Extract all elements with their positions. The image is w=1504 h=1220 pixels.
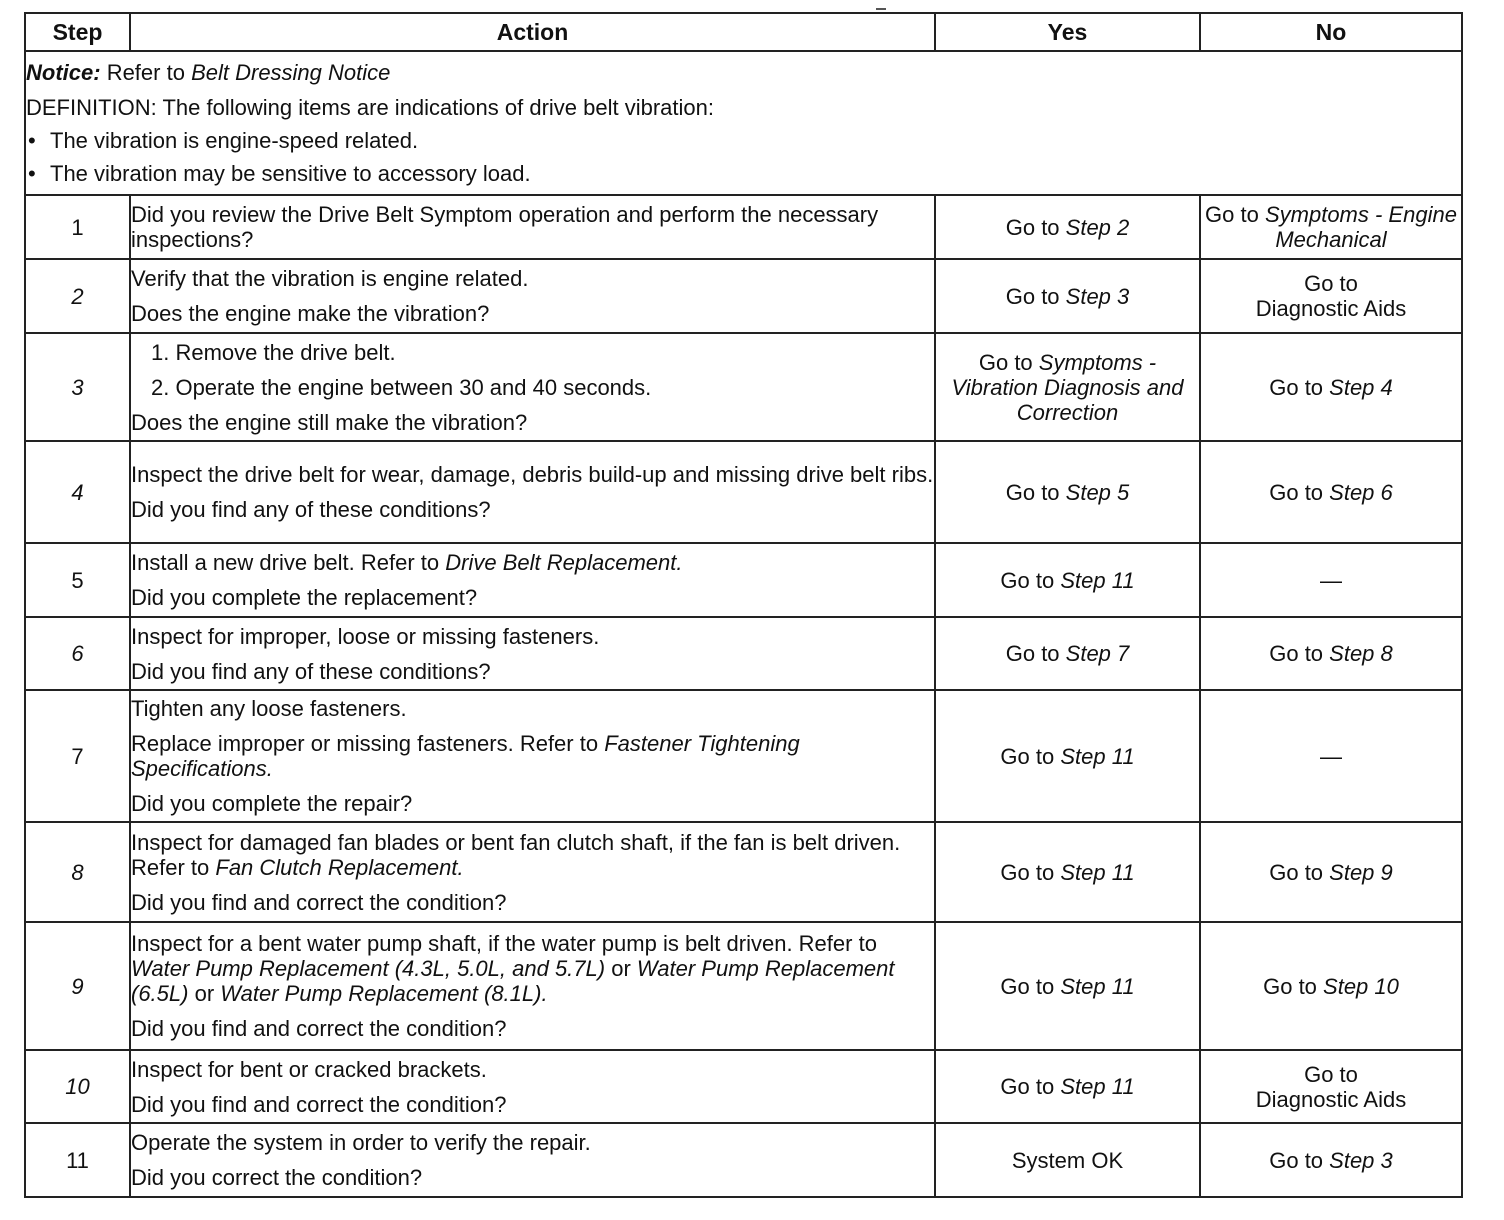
yes-prefix: Go to: [1000, 567, 1061, 593]
action-text-lead: Inspect for damaged fan blades or bent fan clutch shaft, if the fan is belt driven. Refer to: [131, 829, 901, 880]
action-text: Inspect the drive belt for wear, damage, debris build-up and missing drive belt ribs.: [131, 462, 934, 487]
step-number: 10: [25, 1050, 130, 1123]
action-text: Inspect for bent or cracked brackets.: [131, 1056, 487, 1082]
yes-result: System OK: [1011, 1147, 1124, 1173]
no-cell: [1200, 1123, 1462, 1197]
action-cell: [130, 690, 935, 822]
no-link[interactable]: Step 8: [1329, 641, 1393, 666]
step-number: 5: [25, 543, 130, 617]
step-row-4: [25, 441, 1462, 543]
yes-prefix: Go to: [1000, 973, 1061, 999]
notice-line: [26, 60, 1461, 85]
step-number: 4: [25, 441, 130, 543]
procedure-step: 2. Operate the engine between 30 and 40 seconds.: [151, 374, 652, 400]
yes-cell: [935, 333, 1200, 441]
action-question: Did you complete the replacement?: [131, 585, 478, 610]
action-question: Did you complete the repair?: [131, 791, 413, 816]
no-dash: —: [1320, 567, 1342, 593]
action-link[interactable]: Water Pump Replacement (6.5L): [131, 956, 895, 1006]
step-row-10: [25, 1050, 1462, 1123]
no-prefix: Go to: [1269, 859, 1330, 885]
no-link[interactable]: Step 4: [1329, 374, 1393, 400]
yes-link[interactable]: Symptoms - Vibration Diagnosis and Correction: [951, 349, 1184, 425]
no-cell: [1200, 922, 1462, 1050]
action-cell: [130, 259, 935, 333]
action-text-lead: Inspect for a bent water pump shaft, if the water pump is belt driven. Refer to: [131, 931, 877, 956]
yes-link[interactable]: Step 11: [1060, 743, 1135, 769]
procedure-step: 1. Remove the drive belt.: [151, 339, 396, 365]
action-question: Did you find any of these conditions?: [131, 497, 491, 522]
step-number: 11: [25, 1123, 130, 1197]
action-text: [131, 550, 934, 575]
step-row-5: [25, 543, 1462, 617]
yes-prefix: Go to: [978, 349, 1039, 375]
action-cell: [130, 333, 935, 441]
no-link[interactable]: Diagnostic Aids: [1255, 1086, 1407, 1112]
step-number: 3: [25, 333, 130, 441]
procedure-list: [131, 340, 934, 400]
no-link[interactable]: Diagnostic Aids: [1255, 296, 1407, 321]
step-number: 9: [25, 922, 130, 1050]
yes-prefix: Go to: [1005, 641, 1066, 666]
action-question: Did you correct the condition?: [131, 1165, 423, 1190]
no-prefix: Go to: [1263, 973, 1324, 999]
no-prefix: Go to: [1269, 374, 1330, 400]
yes-cell: [935, 617, 1200, 690]
stray-mark: [876, 8, 886, 10]
action-text-join: or: [188, 981, 221, 1006]
no-prefix: Go to: [1269, 641, 1330, 666]
action-link[interactable]: Drive Belt Replacement.: [445, 550, 683, 575]
yes-cell: [935, 922, 1200, 1050]
action-cell: [130, 441, 935, 543]
step-row-9: [25, 922, 1462, 1050]
yes-link[interactable]: Step 11: [1060, 1074, 1135, 1099]
no-cell: [1200, 690, 1462, 822]
notice-text: Refer to: [106, 60, 185, 85]
yes-link[interactable]: Step 11: [1060, 567, 1135, 593]
bullet-item: • The vibration is engine-speed related.: [26, 128, 1461, 153]
definition-bullets: [26, 128, 1461, 186]
no-cell: [1200, 617, 1462, 690]
step-number: 6: [25, 617, 130, 690]
yes-cell: [935, 259, 1200, 333]
no-prefix: Go to: [1205, 202, 1265, 227]
action-text: [131, 731, 934, 781]
action-text: Inspect for improper, loose or missing fasteners.: [131, 623, 600, 649]
action-text: [131, 830, 934, 880]
no-cell: [1200, 195, 1462, 259]
action-question: Did you find and correct the condition?: [131, 889, 507, 915]
no-link[interactable]: Symptoms - Engine Mechanical: [1264, 202, 1457, 252]
header-action: Action: [130, 13, 935, 51]
no-prefix: Go to: [1304, 1061, 1358, 1087]
step-row-3: [25, 333, 1462, 441]
action-text-join: or: [605, 956, 637, 981]
yes-cell: [935, 441, 1200, 543]
no-link[interactable]: Step 9: [1329, 859, 1393, 885]
no-link[interactable]: Step 10: [1323, 973, 1399, 999]
yes-link[interactable]: Step 2: [1065, 214, 1130, 240]
action-text-lead: Install a new drive belt. Refer to: [131, 550, 446, 575]
step-row-7: [25, 690, 1462, 822]
action-link[interactable]: Water Pump Replacement (4.3L, 5.0L, and 5.7L): [131, 956, 606, 981]
yes-cell: [935, 822, 1200, 922]
step-row-2: [25, 259, 1462, 333]
yes-link[interactable]: Step 7: [1065, 641, 1130, 666]
action-text: Operate the system in order to verify the repair.: [131, 1130, 591, 1155]
diagnostic-table: [24, 12, 1463, 1198]
header-yes: Yes: [935, 13, 1200, 51]
no-cell: [1200, 333, 1462, 441]
no-prefix: Go to: [1304, 271, 1358, 296]
action-cell: [130, 1123, 935, 1197]
bullet-item: • The vibration may be sensitive to accessory load.: [26, 161, 1461, 186]
action-cell: [130, 922, 935, 1050]
yes-cell: [935, 195, 1200, 259]
step-number: 7: [25, 690, 130, 822]
action-text: Verify that the vibration is engine related.: [131, 266, 529, 291]
notice-label: Notice:: [26, 60, 101, 85]
action-text-lead: Replace improper or missing fasteners. Refer to: [131, 731, 605, 756]
yes-link[interactable]: Step 11: [1060, 973, 1135, 999]
step-row-6: [25, 617, 1462, 690]
yes-prefix: Go to: [1000, 1074, 1061, 1099]
notice-link[interactable]: Belt Dressing Notice: [191, 60, 391, 85]
action-cell: [130, 1050, 935, 1123]
no-link[interactable]: Step 6: [1329, 479, 1393, 505]
yes-cell: [935, 543, 1200, 617]
yes-prefix: Go to: [1005, 214, 1066, 240]
action-text: Tighten any loose fasteners.: [131, 696, 407, 721]
action-cell: [130, 195, 935, 259]
no-cell: [1200, 441, 1462, 543]
header-no: No: [1200, 13, 1462, 51]
yes-prefix: Go to: [1000, 859, 1061, 885]
step-row-11: [25, 1123, 1462, 1197]
header-step: Step: [25, 13, 130, 51]
no-cell: [1200, 259, 1462, 333]
action-text: Did you review the Drive Belt Symptom operation and perform the necessary inspections?: [131, 202, 879, 252]
action-link[interactable]: Fastener Tightening Specifications.: [131, 731, 800, 781]
no-cell: [1200, 543, 1462, 617]
action-question: Does the engine still make the vibration?: [131, 409, 528, 435]
action-question: Did you find and correct the condition?: [131, 1091, 507, 1117]
no-prefix: Go to: [1269, 479, 1330, 505]
action-cell: [130, 822, 935, 922]
yes-prefix: Go to: [1000, 743, 1061, 769]
action-question: Does the engine make the vibration?: [131, 301, 490, 326]
yes-cell: [935, 1123, 1200, 1197]
step-number: 8: [25, 822, 130, 922]
notice-row: [25, 51, 1462, 195]
definition-text: DEFINITION: The following items are indications of drive belt vibration:: [26, 95, 714, 120]
action-question: Did you find and correct the condition?: [131, 1016, 507, 1041]
no-link[interactable]: Step 3: [1329, 1147, 1393, 1173]
no-prefix: Go to: [1269, 1147, 1330, 1173]
no-cell: [1200, 1050, 1462, 1123]
action-link[interactable]: Fan Clutch Replacement.: [215, 854, 464, 880]
step-number: 2: [25, 259, 130, 333]
action-link[interactable]: Water Pump Replacement (8.1L).: [220, 981, 548, 1006]
step-number: 1: [25, 195, 130, 259]
notice-cell: [25, 51, 1462, 195]
yes-link[interactable]: Step 11: [1060, 859, 1135, 885]
yes-link[interactable]: Step 5: [1065, 479, 1130, 505]
action-text: [131, 931, 934, 1006]
action-cell: [130, 617, 935, 690]
no-dash: —: [1320, 743, 1342, 769]
header-row: [25, 13, 1462, 51]
yes-link[interactable]: Step 3: [1065, 283, 1130, 309]
yes-cell: [935, 1050, 1200, 1123]
yes-prefix: Go to: [1005, 479, 1066, 505]
no-cell: [1200, 822, 1462, 922]
yes-cell: [935, 690, 1200, 822]
yes-prefix: Go to: [1005, 283, 1066, 309]
step-row-1: [25, 195, 1462, 259]
action-cell: [130, 543, 935, 617]
action-question: Did you find any of these conditions?: [131, 658, 491, 684]
step-row-8: [25, 822, 1462, 922]
